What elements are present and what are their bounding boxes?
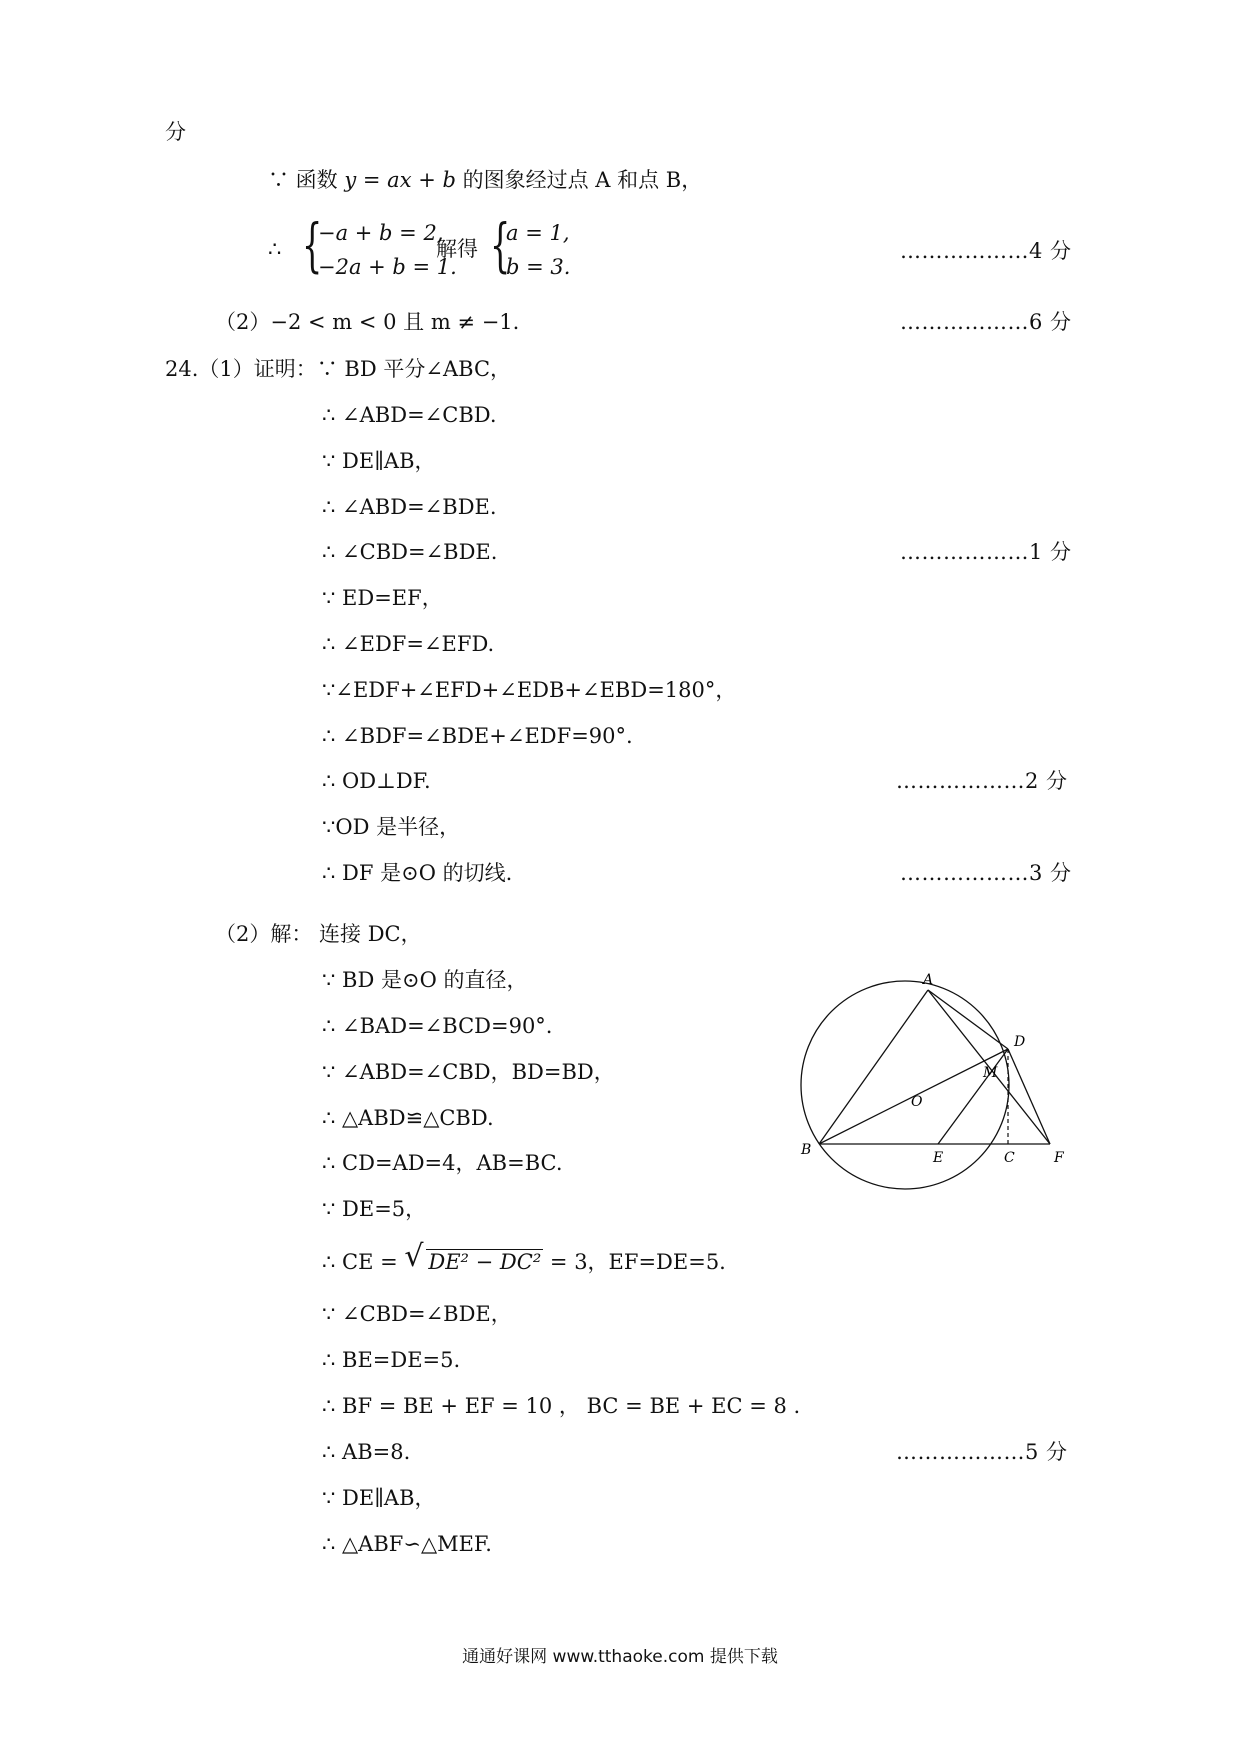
top-fragment: 分 <box>165 120 186 144</box>
circle-o <box>801 981 1009 1189</box>
segment-ed <box>938 1049 1008 1144</box>
q24-step-5: ∵ ED=EF， <box>322 586 443 610</box>
system-eq1: −a + b = 2, <box>318 221 444 245</box>
part2-step-7 <box>322 1239 726 1276</box>
part2-inequality: （2）−2 < m < 0 且 m ≠ −1. <box>215 310 520 334</box>
q24-step-6: ∴ ∠EDF=∠EFD. <box>322 632 495 656</box>
ce-prefix: ∴ CE = <box>322 1250 405 1274</box>
label-o: O <box>911 1094 923 1110</box>
score-2: ………………2 分 <box>896 769 1068 793</box>
score-4: ………………4 分 <box>900 239 1072 263</box>
q24-step-3: ∴ ∠ABD=∠BDE. <box>322 495 497 519</box>
left-brace-2: { <box>490 211 511 279</box>
score-3: ………………3 分 <box>900 861 1072 885</box>
solution-a: a = 1, <box>506 221 570 245</box>
label-b: B <box>801 1142 812 1158</box>
part2-step-13: ∴ △ABF∽△MEF. <box>322 1532 492 1556</box>
q24-step-2: ∵ DE∥AB， <box>322 449 436 473</box>
segment-df <box>1008 1049 1050 1144</box>
function-line <box>268 166 702 194</box>
part2-step-5: ∴ CD=AD=4，AB=BC. <box>322 1151 563 1175</box>
part2-step-2: ∴ ∠BAD=∠BCD=90°. <box>322 1014 553 1038</box>
score-6: ………………6 分 <box>900 310 1072 334</box>
part2-step-9: ∴ BE=DE=5. <box>322 1348 461 1372</box>
q24-step-7: ∵∠EDF+∠EFD+∠EDB+∠EBD=180°， <box>322 678 737 702</box>
q24-step-4: ∴ ∠CBD=∠BDE. <box>322 540 498 564</box>
label-f: F <box>1054 1150 1064 1166</box>
label-d: D <box>1014 1034 1026 1050</box>
part2-step-8: ∵ ∠CBD=∠BDE， <box>322 1302 512 1326</box>
function-line-pre: ∵ 函数 <box>268 168 345 192</box>
q24-step-10: ∵OD 是半径， <box>322 815 461 839</box>
label-e: E <box>933 1150 944 1166</box>
q24-step-11: ∴ DF 是⊙O 的切线. <box>322 861 513 885</box>
part2-step-11: ∴ AB=8. <box>322 1440 411 1464</box>
segment-ba <box>819 990 928 1144</box>
radical-sign: √ <box>404 1239 424 1274</box>
ce-suffix: = 3，EF=DE=5. <box>543 1250 726 1274</box>
part2-step-10: ∴ BF = BE + EF = 10 ， BC = BE + EC = 8 . <box>322 1394 801 1418</box>
left-brace-1: { <box>302 211 323 279</box>
label-m: M <box>983 1065 998 1081</box>
system-eq2: −2a + b = 1. <box>318 255 457 279</box>
score-1: ………………1 分 <box>900 540 1072 564</box>
radicand: DE² − DC² <box>428 1250 542 1274</box>
part2-step-1: ∵ BD 是⊙O 的直径， <box>322 968 528 992</box>
label-c: C <box>1004 1150 1015 1166</box>
therefore-symbol: ∴ <box>268 237 282 261</box>
q24-step-8: ∴ ∠BDF=∠BDE+∠EDF=90°. <box>322 724 633 748</box>
square-root <box>404 1239 543 1276</box>
solve-label: 解得 <box>436 237 478 261</box>
geometry-figure <box>795 960 1085 1220</box>
q24-heading: 24.（1）证明：∵ BD 平分∠ABC， <box>165 357 512 381</box>
part2-step-6: ∵ DE=5， <box>322 1197 427 1221</box>
part2-step-4: ∴ △ABD≌△CBD. <box>322 1106 494 1130</box>
part2-step-12: ∵ DE∥AB， <box>322 1486 436 1510</box>
label-a: A <box>923 972 934 988</box>
solution-b: b = 3. <box>506 255 571 279</box>
q24-step-9: ∴ OD⊥DF. <box>322 769 431 793</box>
score-5: ………………5 分 <box>896 1440 1068 1464</box>
function-equation: y = ax + b <box>344 168 456 192</box>
part2-heading: （2）解： 连接 DC， <box>215 922 422 946</box>
part2-step-3: ∵ ∠ABD=∠CBD，BD=BD， <box>322 1060 615 1084</box>
function-line-post: 的图象经过点 A 和点 B， <box>455 168 703 192</box>
q24-step-1: ∴ ∠ABD=∠CBD. <box>322 403 497 427</box>
footer-credit: 通通好课网 www.tthaoke.com 提供下载 <box>462 1647 778 1667</box>
